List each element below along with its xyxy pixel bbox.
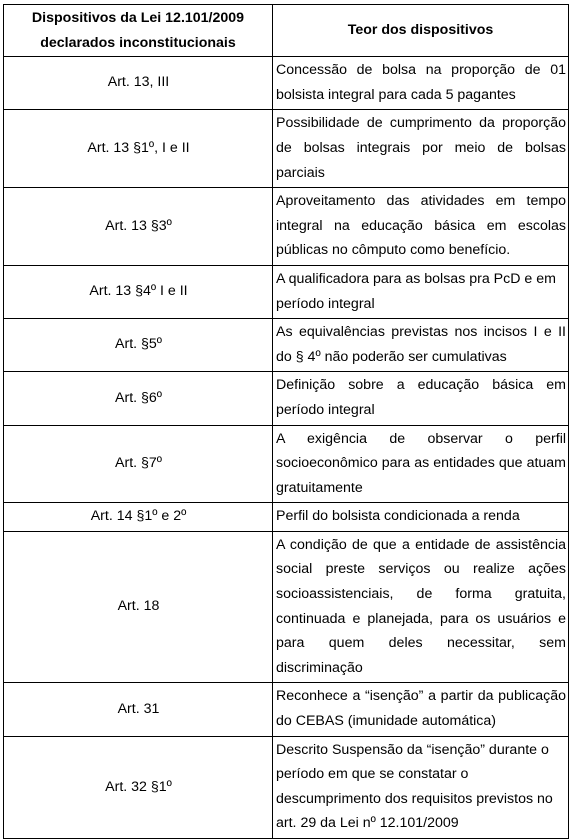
table-row (4, 265, 569, 318)
article-cell: Art. 13 §3º (4, 188, 273, 266)
content-cell: Definição sobre a educação básica em período integral (273, 372, 569, 425)
article-cell: Art. 18 (4, 531, 273, 683)
content-cell: As equivalências previstas nos incisos I e II do § 4º não poderão ser cumulativas (273, 319, 569, 372)
article-cell: Art. §7º (4, 425, 273, 503)
table-header-row (4, 5, 569, 57)
article-cell: Art. 31 (4, 683, 273, 736)
article-cell: Art. 13, III (4, 57, 273, 110)
header-content: Teor dos dispositivos (273, 5, 569, 57)
content-cell: A condição de que a entidade de assistência social preste serviços ou realize ações socioassistenciais, de forma gratuita, continuada e planejada, para os usuários e para quem deles necessitar, sem discriminação (273, 531, 569, 683)
content-cell: Possibilidade de cumprimento da proporção de bolsas integrais por meio de bolsas parciais (273, 110, 569, 188)
table-row (4, 736, 569, 838)
article-cell: Art. 32 §1º (4, 736, 273, 838)
content-cell: A exigência de observar o perfil socioeconômico para as entidades que atuam gratuitamente (273, 425, 569, 503)
article-cell: Art. 13 §1º, I e II (4, 110, 273, 188)
content-cell: Concessão de bolsa na proporção de 01 bolsista integral para cada 5 pagantes (273, 57, 569, 110)
table-row (4, 503, 569, 532)
table-row (4, 188, 569, 266)
content-cell: Reconhece a “isenção” a partir da publicação do CEBAS (imunidade automática) (273, 683, 569, 736)
header-provisions: Dispositivos da Lei 12.101/2009 declarados inconstitucionais (4, 5, 273, 57)
content-cell: Perfil do bolsista condicionada a renda (273, 503, 569, 532)
table-row (4, 683, 569, 736)
table-row (4, 110, 569, 188)
table-row (4, 425, 569, 503)
article-cell: Art. 13 §4º I e II (4, 265, 273, 318)
article-cell: Art. §5º (4, 319, 273, 372)
content-cell: A qualificadora para as bolsas pra PcD e em período integral (273, 265, 569, 318)
article-cell: Art. 14 §1º e 2º (4, 503, 273, 532)
table-row (4, 372, 569, 425)
table-row (4, 57, 569, 110)
provisions-table (3, 4, 569, 839)
content-cell: Aproveitamento das atividades em tempo integral na educação básica em escolas públicas no cômputo como benefício. (273, 188, 569, 266)
article-cell: Art. §6º (4, 372, 273, 425)
table-row (4, 531, 569, 683)
table-row (4, 319, 569, 372)
content-cell: Descrito Suspensão da “isenção” durante o período em que se constatar o descumprimento dos requisitos previstos no art. 29 da Lei nº 12.101/2009 (273, 736, 569, 838)
